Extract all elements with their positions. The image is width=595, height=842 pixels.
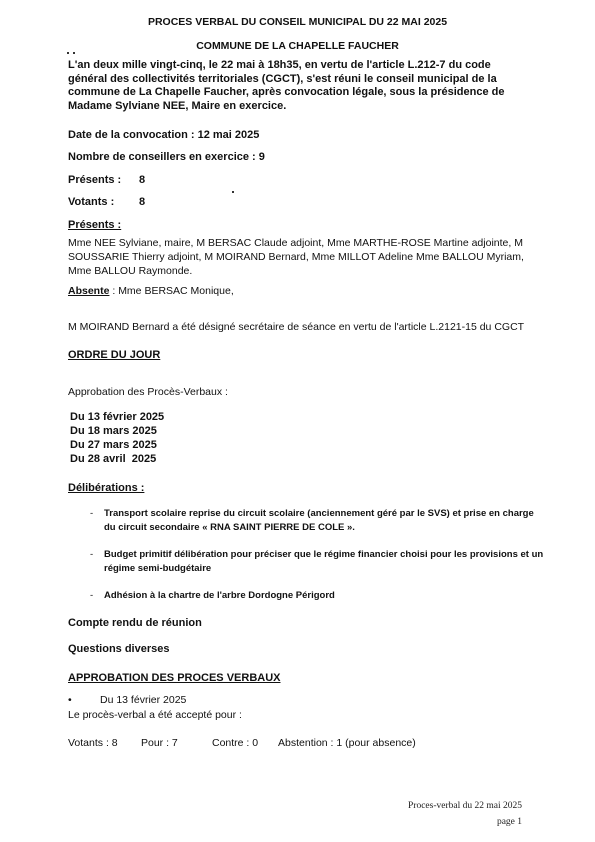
approbation-section-heading: APPROBATION DES PROCES VERBAUX [68, 672, 281, 684]
convocation-date: Date de la convocation : 12 mai 2025 [68, 129, 260, 141]
deliberation-text: Budget primitif délibération pour préciser que le régime financier choisi pour les provisions et un régime semi-budgétaire [104, 549, 544, 574]
votants-count-label: Votants : [68, 196, 115, 208]
conseillers-count: Nombre de conseillers en exercice : 9 [68, 151, 265, 163]
deliberation-text: Adhésion à la chartre de l'arbre Dordogne Périgord [104, 590, 335, 601]
intro-paragraph: L'an deux mille vingt-cinq, le 22 mai à 18h35, en vertu de l'article L.212-7 du code général des collectivités territoriales (CGCT), s'est réuni le conseil municipal de la commune de La Chapelle Faucher, après convocation légale, sous la présidence de Madame Sylviane NEE, Maire en exercice. [68, 59, 505, 112]
pv-date-2: Du 18 mars 2025 [70, 425, 157, 437]
secretaire-paragraph: M MOIRAND Bernard a été désigné secrétaire de séance en vertu de l'article L.2121-15 du CGCT [68, 321, 525, 333]
scan-mark [67, 52, 69, 54]
deliberation-item-3 [90, 589, 544, 603]
pv-date-3: Du 27 mars 2025 [70, 439, 157, 451]
deliberation-item-1 [90, 507, 544, 535]
scan-mark [232, 191, 234, 193]
footer-document-label: Proces-verbal du 22 mai 2025 [408, 801, 522, 811]
scan-mark [73, 52, 75, 54]
ordre-du-jour-heading: ORDRE DU JOUR [68, 349, 161, 361]
dash-marker: - [90, 508, 94, 519]
approbation-item: Du 13 février 2025 [100, 694, 187, 706]
deliberation-text: Transport scolaire reprise du circuit scolaire (anciennement géré par le SVS) et prise en charge du circuit secondaire « RNA SAINT PIERRE DE COLE ». [104, 508, 534, 533]
commune-name: COMMUNE DE LA CHAPELLE FAUCHER [196, 40, 399, 52]
presents-count-label: Présents : [68, 174, 122, 186]
vote-abstention: Abstention : 1 (pour absence) [278, 737, 416, 749]
approbation-subheading: Approbation des Procès-Verbaux : [68, 386, 228, 398]
dash-marker: - [90, 549, 94, 560]
deliberations-heading: Délibérations : [68, 482, 145, 494]
pv-date-4: Du 28 avril 2025 [70, 453, 157, 465]
approbation-bullet: • [68, 694, 72, 706]
document-title: PROCES VERBAL DU CONSEIL MUNICIPAL DU 22 MAI 2025 [147, 16, 448, 28]
votants-count-value: 8 [139, 196, 146, 208]
pv-date-1: Du 13 février 2025 [70, 411, 165, 423]
vote-contre: Contre : 0 [212, 737, 259, 749]
deliberation-item-2 [90, 548, 544, 576]
compte-rendu-item: Compte rendu de réunion [68, 617, 202, 629]
questions-diverses-item: Questions diverses [68, 643, 170, 655]
accepted-text: Le procès-verbal a été accepté pour : [68, 709, 242, 721]
presents-count-value: 8 [139, 174, 146, 186]
footer-page-number: page 1 [496, 817, 522, 827]
vote-votants: Votants : 8 [68, 737, 118, 749]
presents-list: Mme NEE Sylviane, maire, M BERSAC Claude adjoint, Mme MARTHE-ROSE Martine adjointe, M SOUSSARIE Thierry adjoint, M MOIRAND Bernard, Mme MILLOT Adeline Mme BALLOU Myriam, Mme BALLOU Raymonde. [68, 237, 524, 277]
dash-marker: - [90, 590, 94, 601]
presents-heading: Présents : [68, 219, 122, 231]
absente-text: : Mme BERSAC Monique, [109, 285, 234, 297]
vote-pour: Pour : 7 [141, 737, 178, 749]
absente-label: Absente [68, 285, 110, 297]
absente-line [68, 285, 234, 297]
